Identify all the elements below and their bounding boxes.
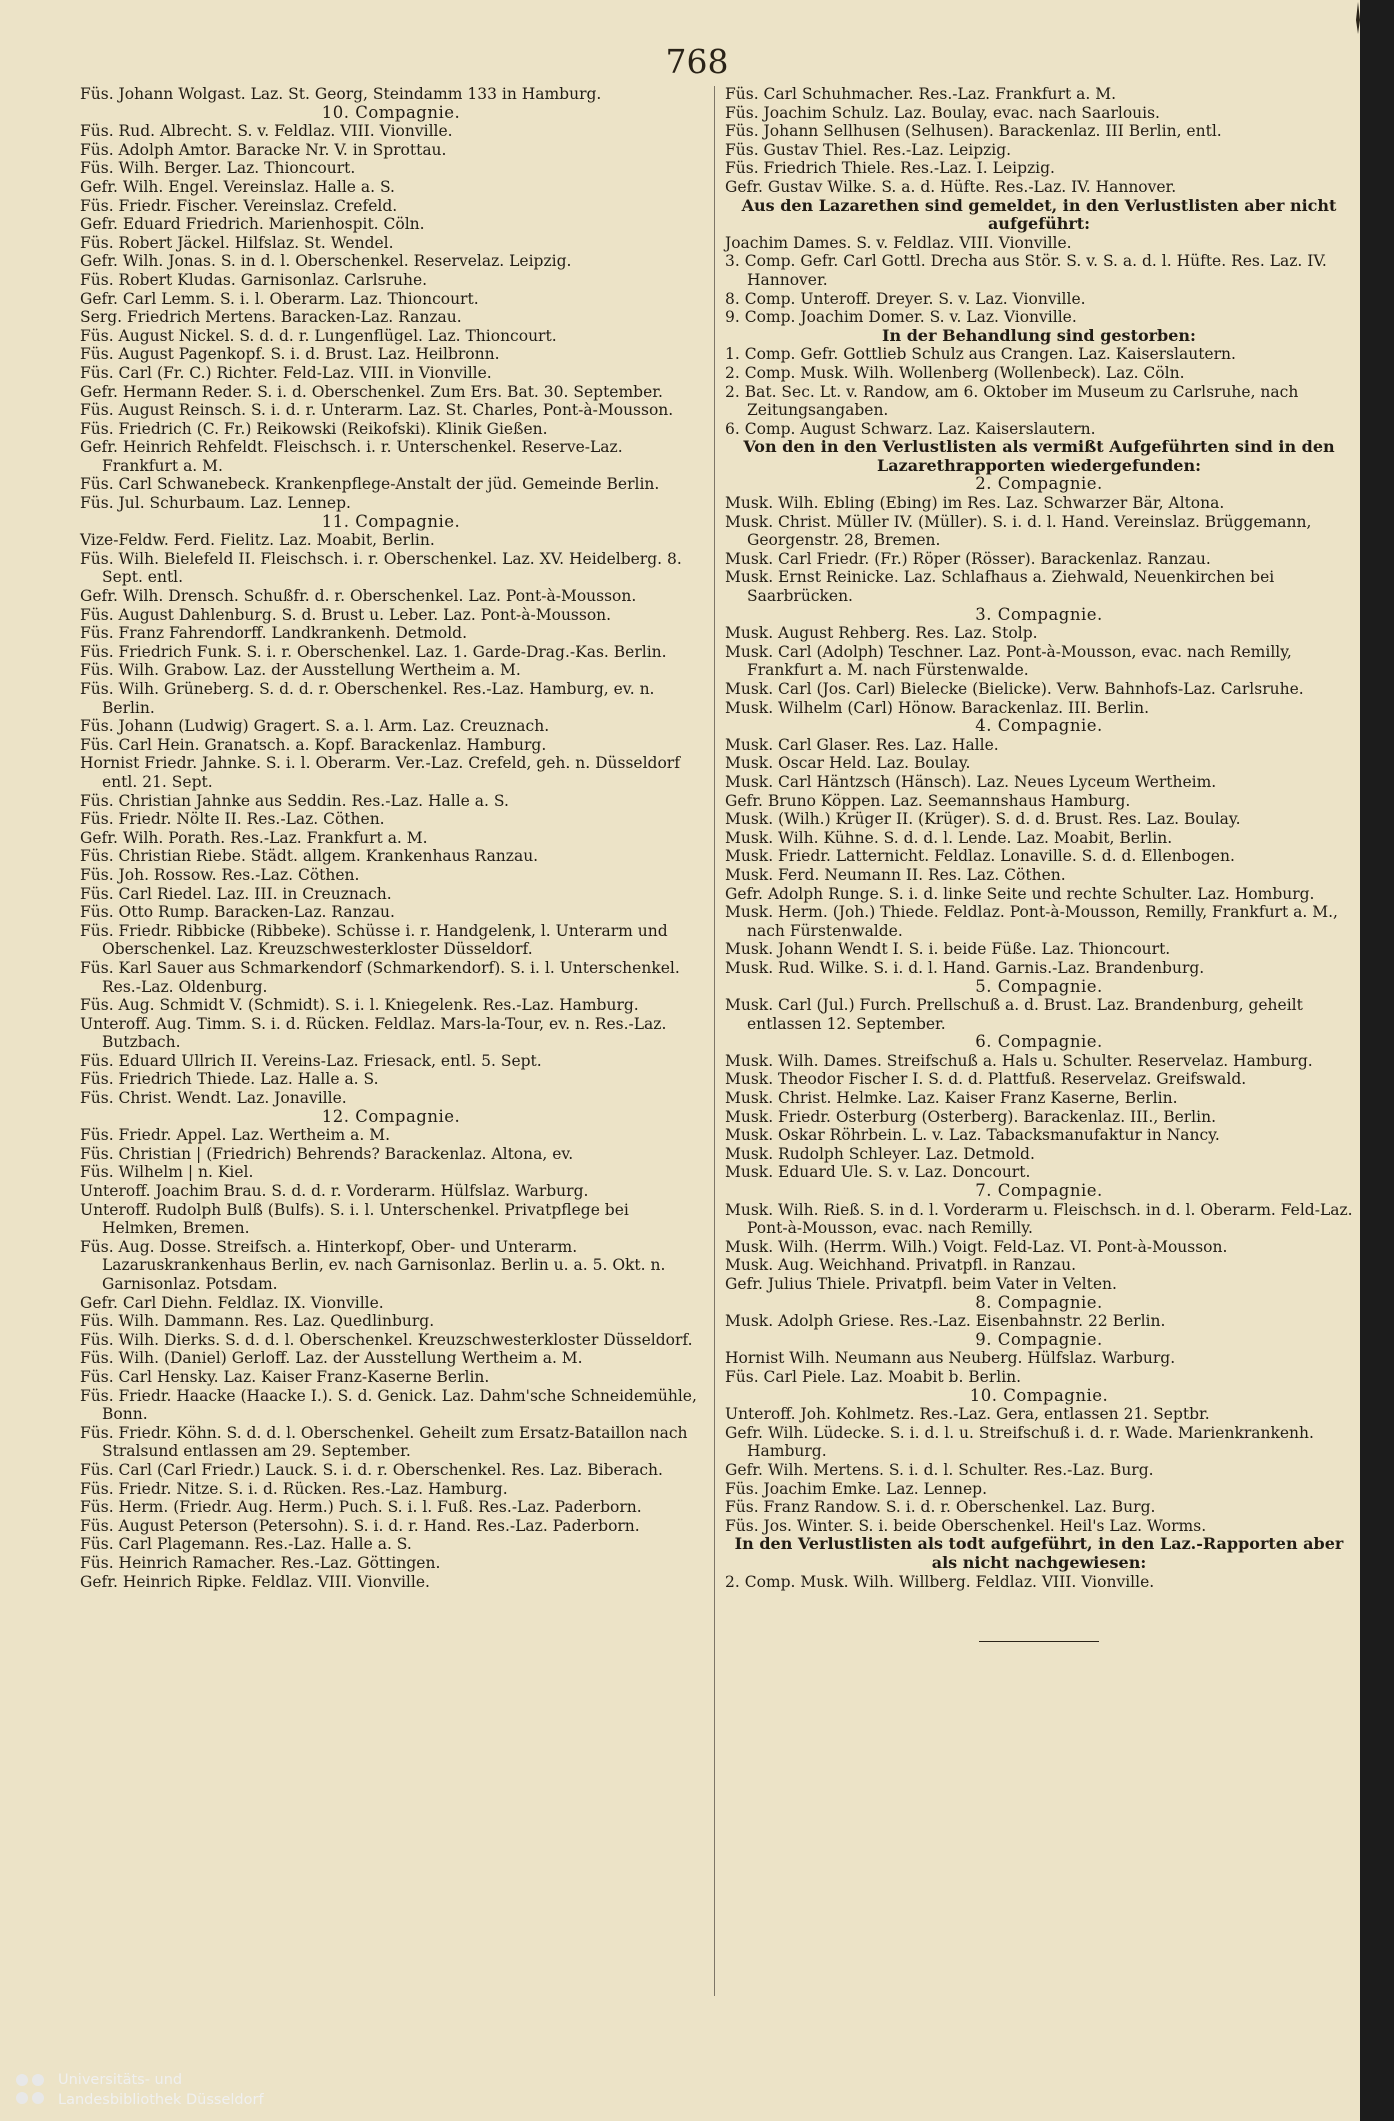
list-entry: Füs. Wilh. Dammann. Res. Laz. Quedlinburg. — [80, 1312, 435, 1331]
list-entry: 2. Comp. Musk. Wilh. Willberg. Feldlaz. VIII. Vionville. — [725, 1572, 1155, 1591]
list-entry: Füs. Carl Piele. Laz. Moabit b. Berlin. — [725, 1367, 1022, 1386]
list-entry: Füs. Wilh. Berger. Laz. Thioncourt. — [80, 159, 356, 178]
list-entry: Musk. Wilh. (Herrm. Wilh.) Voigt. Feld-Laz. VI. Pont-à-Mousson. — [725, 1237, 1228, 1256]
list-entry: Füs. Johann Sellhusen (Selhusen). Barackenlaz. III Berlin, entl. — [725, 122, 1222, 141]
list-entry: Gefr. Wilh. Mertens. S. i. d. l. Schulter. Res.-Laz. Burg. — [725, 1460, 1154, 1479]
list-entry: Füs. Carl (Fr. C.) Richter. Feld-Laz. VIII. in Vionville. — [80, 363, 492, 382]
list-entry: Füs. Carl Hein. Granatsch. a. Kopf. Barackenlaz. Hamburg. — [80, 735, 547, 754]
list-entry: Musk. Carl (Jos. Carl) Bielecke (Bielicke). Verw. Bahnhofs-Laz. Carlsruhe. — [725, 680, 1304, 698]
library-logo-icon — [8, 2068, 52, 2112]
list-entry: Gefr. Wilh. Porath. Res.-Laz. Frankfurt a. M. — [80, 828, 428, 847]
list-entry: Füs. Aug. Schmidt V. (Schmidt). S. i. l. Kniegelenk. Res.-Laz. Hamburg. — [80, 996, 639, 1015]
list-entry: Hornist Wilh. Neumann aus Neuberg. Hülfslaz. Warburg. — [725, 1349, 1176, 1368]
list-entry: Füs. Karl Sauer aus Schmarkendorf (Schmarkendorf). S. i. l. Unterschenkel. Res.-Laz. Oldenburg. — [80, 958, 680, 996]
section-heading: 5. Compagnie. — [975, 976, 1103, 996]
list-entry: Füs. Aug. Dosse. Streifsch. a. Hinterkopf, Ober- und Unterarm. Lazaruskrankenhaus Berlin, ev. nach Garnisonlaz. Berlin u. a. 5. Okt. n. Garnisonlaz. Potsdam. — [80, 1237, 666, 1293]
footer-line-2: Landesbibliothek Düsseldorf — [58, 2092, 264, 2108]
list-entry: 2. Bat. Sec. Lt. v. Randow, am 6. Oktober im Museum zu Carlsruhe, nach Zeitungsangaben. — [725, 382, 1299, 420]
list-entry: Musk. August Rehberg. Res. Laz. Stolp. — [725, 624, 1038, 643]
list-entry: Musk. Carl Häntzsch (Hänsch). Laz. Neues Lyceum Wertheim. — [725, 772, 1217, 791]
section-heading: 9. Compagnie. — [975, 1329, 1103, 1349]
section-heading: 7. Compagnie. — [975, 1181, 1103, 1201]
section-heading: 8. Compagnie. — [975, 1292, 1103, 1312]
list-entry: Musk. Wilh. Rieß. S. in d. l. Vorderarm u. Fleischsch. in d. l. Oberarm. Feld-Laz. Pont-à-Mousson, evac. nach Remilly. — [725, 1200, 1353, 1238]
list-entry: Füs. Jos. Winter. S. i. beide Oberschenkel. Heil's Laz. Worms. — [725, 1516, 1207, 1535]
list-entry: Füs. Friedr. Ribbicke (Ribbeke). Schüsse i. r. Handgelenk, l. Unterarm und Oberschenkel. Laz. Kreuzschwesterkloster Düsseldorf. — [80, 921, 668, 959]
list-entry: Hornist Friedr. Jahnke. S. i. l. Oberarm. Ver.-Laz. Crefeld, geh. n. Düsseldorf entl. 21. Sept. — [80, 754, 680, 791]
list-entry: 2. Comp. Musk. Wilh. Wollenberg (Wollenbeck). Laz. Cöln. — [725, 363, 1185, 382]
list-entry: Serg. Friedrich Mertens. Baracken-Laz. Ranzau. — [80, 308, 462, 327]
list-entry: Füs. Friedrich Funk. S. i. r. Oberschenkel. Laz. 1. Garde-Drag.-Kas. Berlin. — [80, 642, 667, 661]
section-heading: In den Verlustlisten als todt aufgeführt, in den Laz.-Rapporten aber als nicht nachgewiesen: — [734, 1534, 1344, 1572]
list-entry: Füs. Robert Kludas. Garnisonlaz. Carlsruhe. — [80, 270, 428, 289]
list-entry: Gefr. Wilh. Lüdecke. S. i. d. l. u. Streifschuß i. d. r. Wade. Marienkrankenh. Hamburg. — [725, 1423, 1314, 1461]
list-entry: Musk. Friedr. Latternicht. Feldlaz. Lonaville. S. d. d. Ellenbogen. — [725, 847, 1235, 866]
list-entry: Unteroff. Joh. Kohlmetz. Res.-Laz. Gera, entlassen 21. Septbr. — [725, 1405, 1210, 1424]
section-heading: 10. Compagnie. — [969, 1385, 1109, 1405]
list-entry: Musk. Wilh. Ebling (Ebing) im Res. Laz. Schwarzer Bär, Altona. — [725, 494, 1225, 513]
list-entry: 8. Comp. Unteroff. Dreyer. S. v. Laz. Vionville. — [725, 289, 1086, 308]
list-entry: Gefr. Gustav Wilke. S. a. d. Hüfte. Res.-Laz. IV. Hannover. — [725, 177, 1177, 196]
list-entry: Musk. Carl (Jul.) Furch. Prellschuß a. d. Brust. Laz. Brandenburg, geheilt entlassen 12. September. — [725, 996, 1303, 1033]
list-entry: Füs. Johann (Ludwig) Gragert. S. a. l. Arm. Laz. Creuznach. — [80, 717, 550, 736]
list-entry: Füs. Gustav Thiel. Res.-Laz. Leipzig. — [725, 140, 1012, 159]
list-entry: Musk. Friedr. Osterburg (Osterberg). Barackenlaz. III., Berlin. — [725, 1107, 1216, 1126]
list-entry: Joachim Dames. S. v. Feldlaz. VIII. Vionville. — [725, 233, 1072, 252]
list-entry: Füs. Franz Randow. S. i. d. r. Oberschenkel. Laz. Burg. — [725, 1498, 1156, 1517]
list-entry: Füs. August Dahlenburg. S. d. Brust u. Leber. Laz. Pont-à-Mousson. — [80, 605, 612, 624]
list-entry: Füs. Carl (Carl Friedr.) Lauck. S. i. d. r. Oberschenkel. Res. Laz. Biberach. — [80, 1460, 663, 1479]
list-entry: 6. Comp. August Schwarz. Laz. Kaiserslautern. — [725, 419, 1096, 438]
page-edge-mark — [1348, 0, 1368, 40]
list-entry: Füs. Eduard Ullrich II. Vereins-Laz. Friesack, entl. 5. Sept. — [80, 1051, 542, 1070]
list-entry: Füs. Friedrich Thiele. Res.-Laz. I. Leipzig. — [725, 159, 1055, 178]
list-entry: Unteroff. Rudolph Bulß (Bulfs). S. i. l. Unterschenkel. Privatpflege bei Helmken, Bremen. — [80, 1200, 629, 1238]
list-entry: Gefr. Heinrich Rehfeldt. Fleischsch. i. r. Unterschenkel. Reserve-Laz. Frankfurt a. M. — [80, 438, 623, 475]
list-entry: Musk. Ernst Reinicke. Laz. Schlafhaus a. Ziehwald, Neuenkirchen bei Saarbrücken. — [725, 568, 1275, 606]
list-entry: Füs. Wilhelm | n. Kiel. — [80, 1163, 254, 1182]
section-heading: 3. Compagnie. — [975, 604, 1103, 624]
list-entry: Gefr. Wilh. Jonas. S. in d. l. Oberschenkel. Reservelaz. Leipzig. — [80, 252, 572, 271]
list-entry: Musk. Christ. Helmke. Laz. Kaiser Franz Kaserne, Berlin. — [725, 1089, 1178, 1108]
list-entry: Gefr. Wilh. Drensch. Schußfr. d. r. Oberschenkel. Laz. Pont-à-Mousson. — [80, 587, 637, 606]
list-entry: Füs. Friedr. Fischer. Vereinslaz. Crefeld. — [80, 196, 398, 215]
list-entry: Füs. Carl Riedel. Laz. III. in Creuznach. — [80, 884, 392, 903]
list-entry: Füs. Friedrich (C. Fr.) Reikowski (Reikofski). Klinik Gießen. — [80, 419, 548, 438]
list-entry: Füs. Friedr. Appel. Laz. Wertheim a. M. — [80, 1126, 391, 1145]
library-footer — [8, 2068, 338, 2116]
list-entry: 1. Comp. Gefr. Gottlieb Schulz aus Crangen. Laz. Kaiserslautern. — [725, 345, 1236, 364]
list-entry: Füs. Wilh. Grabow. Laz. der Ausstellung Wertheim a. M. — [80, 661, 521, 680]
list-entry: Gefr. Eduard Friedrich. Marienhospit. Cöln. — [80, 215, 425, 234]
list-entry: Füs. Carl Schwanebeck. Krankenpflege-Anstalt der jüd. Gemeinde Berlin. — [80, 475, 660, 494]
list-entry: Gefr. Wilh. Engel. Vereinslaz. Halle a. S. — [80, 177, 395, 196]
section-heading: 11. Compagnie. — [321, 511, 461, 531]
list-entry: Füs. August Reinsch. S. i. d. r. Unterarm. Laz. St. Charles, Pont-à-Mousson. — [80, 401, 674, 420]
list-entry: Füs. Joachim Emke. Laz. Lennep. — [725, 1479, 988, 1498]
section-heading: In der Behandlung sind gestorben: — [882, 325, 1196, 345]
list-entry: Musk. Carl Glaser. Res. Laz. Halle. — [725, 735, 999, 754]
list-entry: Füs. Friedr. Nölte II. Res.-Laz. Cöthen. — [80, 810, 385, 829]
list-entry: Musk. Oscar Held. Laz. Boulay. — [725, 754, 971, 773]
list-entry: 3. Comp. Gefr. Carl Gottl. Drecha aus Stör. S. v. S. a. d. l. Hüfte. Res. Laz. IV. Hannover. — [725, 252, 1327, 289]
list-entry: Musk. Herm. (Joh.) Thiede. Feldlaz. Pont-à-Mousson, Remilly, Frankfurt a. M., nach Fürstenwalde. — [725, 903, 1338, 940]
list-entry: Füs. August Peterson (Petersohn). S. i. d. r. Hand. Res.-Laz. Paderborn. — [80, 1516, 640, 1535]
list-entry: Musk. Carl (Adolph) Teschner. Laz. Pont-à-Mousson, evac. nach Remilly, Frankfurt a. M. nach Fürstenwalde. — [725, 642, 1292, 680]
list-entry: Musk. Rud. Wilke. S. i. d. l. Hand. Garnis.-Laz. Brandenburg. — [725, 958, 1205, 977]
list-entry: Gefr. Carl Diehn. Feldlaz. IX. Vionville. — [80, 1293, 384, 1312]
list-entry: Füs. Christian | (Friedrich) Behrends? Barackenlaz. Altona, ev. — [80, 1144, 574, 1163]
list-entry: Füs. Wilh. Bielefeld II. Fleischsch. i. r. Oberschenkel. Laz. XV. Heidelberg. 8. Sept. entl. — [80, 549, 682, 587]
section-heading: Aus den Lazarethen sind gemeldet, in den Verlustlisten aber nicht aufgeführt: — [741, 195, 1337, 234]
list-entry: Füs. Herm. (Friedr. Aug. Herm.) Puch. S. i. l. Fuß. Res.-Laz. Paderborn. — [80, 1498, 642, 1517]
list-entry: Musk. Johann Wendt I. S. i. beide Füße. Laz. Thioncourt. — [725, 940, 1171, 959]
list-entry: Unteroff. Joachim Brau. S. d. d. r. Vorderarm. Hülfslaz. Warburg. — [80, 1182, 589, 1201]
left-column — [80, 85, 702, 1591]
list-entry: Füs. Carl Plagemann. Res.-Laz. Halle a. S. — [80, 1535, 412, 1554]
section-heading: Von den in den Verlustlisten als vermißt Aufgeführten sind in den Lazarethrapporten wiedergefunden: — [743, 437, 1335, 475]
list-entry: Unteroff. Aug. Timm. S. i. d. Rücken. Feldlaz. Mars-la-Tour, ev. n. Res.-Laz. Butzbach. — [80, 1014, 667, 1052]
list-entry: Füs. Wilh. Dierks. S. d. d. l. Oberschenkel. Kreuzschwesterkloster Düsseldorf. — [80, 1330, 693, 1349]
list-entry: Füs. Jul. Schurbaum. Laz. Lennep. — [80, 494, 351, 513]
list-entry: Musk. Aug. Weichhand. Privatpfl. in Ranzau. — [725, 1256, 1077, 1275]
separator-rule — [979, 1641, 1099, 1642]
list-entry: Musk. Wilh. Kühne. S. d. d. l. Lende. Laz. Moabit, Berlin. — [725, 828, 1173, 847]
list-entry: Füs. Friedr. Haacke (Haacke I.). S. d. Genick. Laz. Dahm'sche Schneidemühle, Bonn. — [80, 1386, 697, 1424]
list-entry: Füs. Christian Jahnke aus Seddin. Res.-Laz. Halle a. S. — [80, 791, 509, 810]
list-entry: Vize-Feldw. Ferd. Fielitz. Laz. Moabit, Berlin. — [80, 531, 435, 550]
list-entry: Füs. Christian Riebe. Städt. allgem. Krankenhaus Ranzau. — [80, 847, 539, 866]
section-heading: 10. Compagnie. — [321, 102, 461, 122]
list-entry: Füs. Carl Schuhmacher. Res.-Laz. Frankfurt a. M. — [725, 85, 1116, 103]
list-entry: Füs. August Nickel. S. d. d. r. Lungenflügel. Laz. Thioncourt. — [80, 326, 557, 345]
section-heading: 12. Compagnie. — [321, 1106, 461, 1126]
list-entry: Füs. Wilh. (Daniel) Gerloff. Laz. der Ausstellung Wertheim a. M. — [80, 1349, 583, 1368]
page-number: 768 — [665, 42, 729, 81]
list-entry: Musk. Carl Friedr. (Fr.) Röper (Rösser). Barackenlaz. Ranzau. — [725, 549, 1211, 568]
list-entry: Gefr. Hermann Reder. S. i. d. Oberschenkel. Zum Ers. Bat. 30. September. — [80, 382, 663, 401]
section-heading: 6. Compagnie. — [975, 1032, 1103, 1052]
list-entry: Musk. Theodor Fischer I. S. d. d. Plattfuß. Reservelaz. Greifswald. — [725, 1070, 1247, 1089]
list-entry: Füs. Franz Fahrendorff. Landkrankenh. Detmold. — [80, 624, 468, 643]
list-entry: Füs. Heinrich Ramacher. Res.-Laz. Göttingen. — [80, 1553, 441, 1572]
list-entry: Füs. Carl Hensky. Laz. Kaiser Franz-Kaserne Berlin. — [80, 1367, 490, 1386]
list-entry: Musk. Oskar Röhrbein. L. v. Laz. Tabacksmanufaktur in Nancy. — [725, 1126, 1220, 1145]
list-entry: Musk. Adolph Griese. Res.-Laz. Eisenbahnstr. 22 Berlin. — [725, 1312, 1166, 1331]
list-entry: Füs. Robert Jäckel. Hilfslaz. St. Wendel. — [80, 233, 394, 252]
right-column — [725, 85, 1353, 1642]
column-divider — [714, 86, 715, 1996]
list-entry: Füs. Adolph Amtor. Baracke Nr. V. in Sprottau. — [80, 140, 447, 159]
list-entry: Füs. Otto Rump. Baracken-Laz. Ranzau. — [80, 903, 395, 922]
section-heading: 2. Compagnie. — [975, 474, 1103, 494]
list-entry: Füs. Johann Wolgast. Laz. St. Georg, Steindamm 133 in Hamburg. — [80, 85, 602, 103]
list-entry: Füs. Christ. Wendt. Laz. Jonaville. — [80, 1089, 347, 1108]
list-entry: Gefr. Carl Lemm. S. i. l. Oberarm. Laz. Thioncourt. — [80, 289, 479, 308]
list-entry: Gefr. Adolph Runge. S. i. d. linke Seite und rechte Schulter. Laz. Homburg. — [725, 884, 1315, 903]
list-entry: Gefr. Julius Thiele. Privatpfl. beim Vater in Velten. — [725, 1275, 1117, 1293]
list-entry: Gefr. Heinrich Ripke. Feldlaz. VIII. Vionville. — [80, 1572, 430, 1591]
footer-line-1: Universitäts- und — [58, 2072, 183, 2088]
list-entry: Gefr. Bruno Köppen. Laz. Seemannshaus Hamburg. — [725, 791, 1131, 810]
list-entry: Füs. Rud. Albrecht. S. v. Feldlaz. VIII. Vionville. — [80, 122, 453, 141]
list-entry: Füs. Friedr. Nitze. S. i. d. Rücken. Res.-Laz. Hamburg. — [80, 1479, 508, 1498]
list-entry: Füs. Friedrich Thiede. Laz. Halle a. S. — [80, 1070, 379, 1089]
list-entry: Musk. Christ. Müller IV. (Müller). S. i. d. l. Hand. Vereinslaz. Brüggemann, Georgenstr. 28, Bremen. — [725, 512, 1312, 550]
list-entry: Musk. (Wilh.) Krüger II. (Krüger). S. d. d. Brust. Res. Laz. Boulay. — [725, 810, 1241, 829]
list-entry: Füs. August Pagenkopf. S. i. d. Brust. Laz. Heilbronn. — [80, 345, 500, 364]
list-entry: Musk. Ferd. Neumann II. Res. Laz. Cöthen. — [725, 865, 1066, 884]
section-heading: 4. Compagnie. — [975, 716, 1103, 736]
list-entry: Musk. Wilh. Dames. Streifschuß a. Hals u. Schulter. Reservelaz. Hamburg. — [725, 1051, 1313, 1070]
list-entry: Musk. Rudolph Schleyer. Laz. Detmold. — [725, 1144, 1035, 1163]
list-entry: 9. Comp. Joachim Domer. S. v. Laz. Vionville. — [725, 308, 1077, 327]
list-entry: Füs. Joachim Schulz. Laz. Boulay, evac. nach Saarlouis. — [725, 103, 1160, 122]
list-entry: Füs. Wilh. Grüneberg. S. d. d. r. Oberschenkel. Res.-Laz. Hamburg, ev. n. Berlin. — [80, 680, 655, 717]
list-entry: Füs. Friedr. Köhn. S. d. d. l. Oberschenkel. Geheilt zum Ersatz-Bataillon nach Stralsund entlassen am 29. September. — [80, 1423, 688, 1461]
list-entry: Musk. Eduard Ule. S. v. Laz. Doncourt. — [725, 1163, 1031, 1182]
list-entry: Füs. Joh. Rossow. Res.-Laz. Cöthen. — [80, 865, 360, 884]
list-entry: Musk. Wilhelm (Carl) Hönow. Barackenlaz. III. Berlin. — [725, 698, 1150, 717]
